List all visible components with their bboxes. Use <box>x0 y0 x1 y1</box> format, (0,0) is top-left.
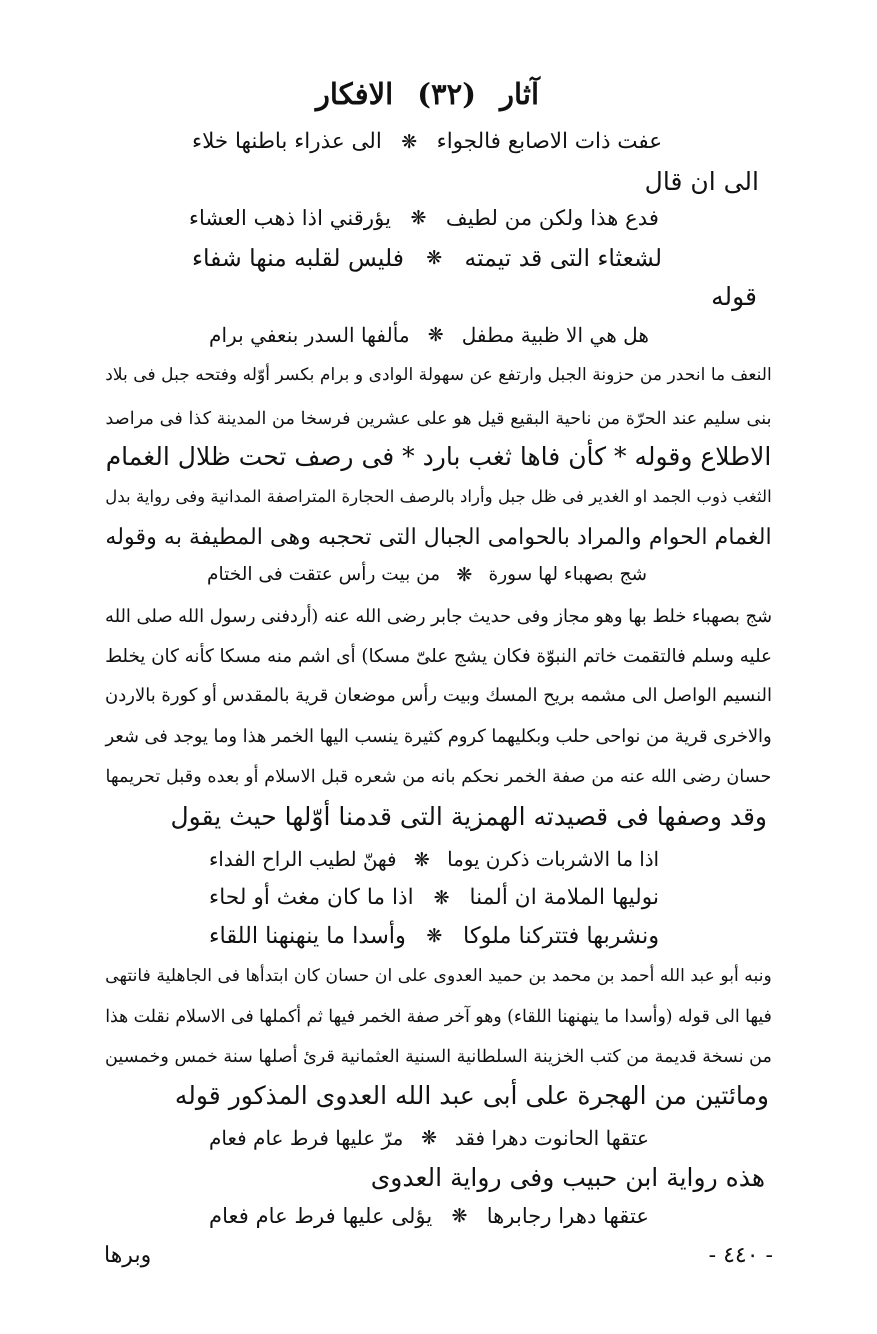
verse-separator-icon: ❋ <box>401 131 418 153</box>
prose-line: الاطلاع وقوله * كأن فاها ثغب بارد * فى رصف تحت ظلال الغمام <box>105 442 772 471</box>
header-book-name: آثار <box>500 77 539 111</box>
prose-line: وقد وصفها فى قصيدته الهمزية التى قدمنا أوّلها حيث يقول <box>170 802 767 831</box>
verse-line <box>189 198 659 238</box>
prose-line: ومائتين من الهجرة على أبى عبد الله العدوى المذكور قوله <box>174 1081 769 1110</box>
verse-separator-icon: ❋ <box>426 925 443 947</box>
prose-line: الغمام الحوام والمراد بالحوامى الجبال التى تحجبه وهى المطيفة به وقوله <box>105 524 772 550</box>
verse-second-hemistich: يؤرقني اذا ذهب العشاء <box>189 205 391 230</box>
verse-first-hemistich: هل هي الا ظبية مطفل <box>461 323 649 347</box>
prose-line: النسيم الواصل الى مشمه بريح المسك وبيت رأس موضعان قرية بالمقدس أو كورة بالاردن <box>105 685 772 706</box>
verse-second-hemistich: فهنّ لطيب الراح الفداء <box>209 848 397 871</box>
verse-first-hemistich: فدع هذا ولكن من لطيف <box>445 205 659 230</box>
verse-second-hemistich: فليس لقلبه منها شفاء <box>192 244 404 272</box>
verse-separator-icon: ❋ <box>413 849 430 871</box>
prose-line: شج بصهباء خلط بها وهو مجاز وفى حديث جابر رضى الله عنه (أردفنى رسول الله صلى الله <box>105 606 772 627</box>
prose-line: حسان رضى الله عنه من صفة الخمر نحكم بانه من شعره قبل الاسلام أو بعده وقبل تحريمها <box>105 767 772 787</box>
running-header <box>316 74 539 114</box>
prose-line: الى ان قال <box>644 167 759 196</box>
verse-line <box>192 238 662 278</box>
verse-line <box>207 555 647 595</box>
verse-first-hemistich: اذا ما الاشربات ذكرن يوما <box>447 848 659 871</box>
header-page-number: (٣٢) <box>417 77 476 111</box>
verse-line <box>209 916 659 956</box>
verse-second-hemistich: يؤلى عليها فرط عام فعام <box>209 1203 433 1228</box>
verse-second-hemistich: وأسدا ما ينهنهنا اللقاء <box>209 923 406 949</box>
prose-line: الثغب ذوب الجمد او الغدير فى ظل جبل وأراد بالرصف الحجارة المتراصفة المدانية وفى رواية بدل <box>105 487 772 506</box>
prose-line: من نسخة قديمة من كتب الخزينة السلطانية السنية العثمانية قرئ أصلها سنة خمس وخمسين <box>105 1047 772 1067</box>
verse-separator-icon: ❋ <box>426 247 443 269</box>
verse-first-hemistich: عتقها دهرا رجابرها <box>486 1203 649 1228</box>
verse-second-hemistich: الى عذراء باطنها خلاء <box>192 129 382 154</box>
verse-second-hemistich: مرّ عليها فرط عام فعام <box>209 1126 404 1150</box>
prose-line: النعف ما انحدر من حزونة الجبل وارتفع عن سهولة الوادى و برام بكسر أوّله وفتحه جبل فى بلاد <box>105 365 772 385</box>
verse-first-hemistich: عتقها الحانوت دهرا فقد <box>454 1126 649 1150</box>
verse-first-hemistich: نوليها الملامة ان ألمنا <box>469 885 659 910</box>
verse-second-hemistich: من بيت رأس عتقت فى الختام <box>207 564 441 585</box>
prose-line: هذه رواية ابن حبيب وفى رواية العدوى <box>370 1163 765 1192</box>
verse-line <box>209 1196 649 1236</box>
verse-separator-icon: ❋ <box>427 324 444 346</box>
verse-line <box>209 315 649 355</box>
verse-separator-icon: ❋ <box>410 207 427 229</box>
verse-first-hemistich: ونشربها فتتركنا ملوكا <box>463 923 659 949</box>
prose-line: فيها الى قوله (وأسدا ما ينهنهنا اللقاء) وهو آخر صفة الخمر فيها ثم أكملها فى الاسلام نقلت هذا <box>105 1007 772 1027</box>
prose-line: والاخرى قرية من نواحى حلب وبكليهما كروم كثيرة ينسب اليها الخمر هذا وما يوجد فى شعر <box>105 726 772 747</box>
catchword: وبرها <box>104 1243 152 1268</box>
verse-separator-icon: ❋ <box>456 564 473 586</box>
verse-separator-icon: ❋ <box>451 1205 468 1227</box>
verse-second-hemistich: اذا ما كان مغث أو لحاء <box>209 885 414 910</box>
verse-line <box>209 1118 649 1158</box>
verse-first-hemistich: لشعثاء التى قد تيمته <box>464 244 662 272</box>
verse-second-hemistich: مألفها السدر بنعفي برام <box>209 323 410 347</box>
prose-line: قوله <box>711 282 757 311</box>
prose-line: ونبه أبو عبد الله أحمد بن محمد بن حميد العدوى على ان حسان كان ابتدأها فى الجاهلية فانتهى <box>105 966 772 986</box>
prose-line: بنى سليم عند الحرّة من ناحية البقيع قيل هو على عشرين فرسخا من المدينة كذا فى مراصد <box>105 409 772 429</box>
verse-separator-icon: ❋ <box>421 1127 438 1149</box>
verse-line <box>209 878 659 918</box>
verse-line <box>209 840 659 880</box>
verse-first-hemistich: عفت ذات الاصابع فالجواء <box>436 129 662 154</box>
verse-separator-icon: ❋ <box>433 887 450 909</box>
verse-first-hemistich: شج بصهباء لها سورة <box>488 564 647 585</box>
prose-line: عليه وسلم فالتقمت خاتم النبوّة فكان يشج علىّ مسكا) أى اشم منه مسكا كأنه كان يخلط <box>105 646 772 667</box>
header-title: الافكار <box>315 77 394 111</box>
verse-line <box>192 122 662 162</box>
page-number-footer: - ٤٤٠ - <box>708 1243 773 1268</box>
